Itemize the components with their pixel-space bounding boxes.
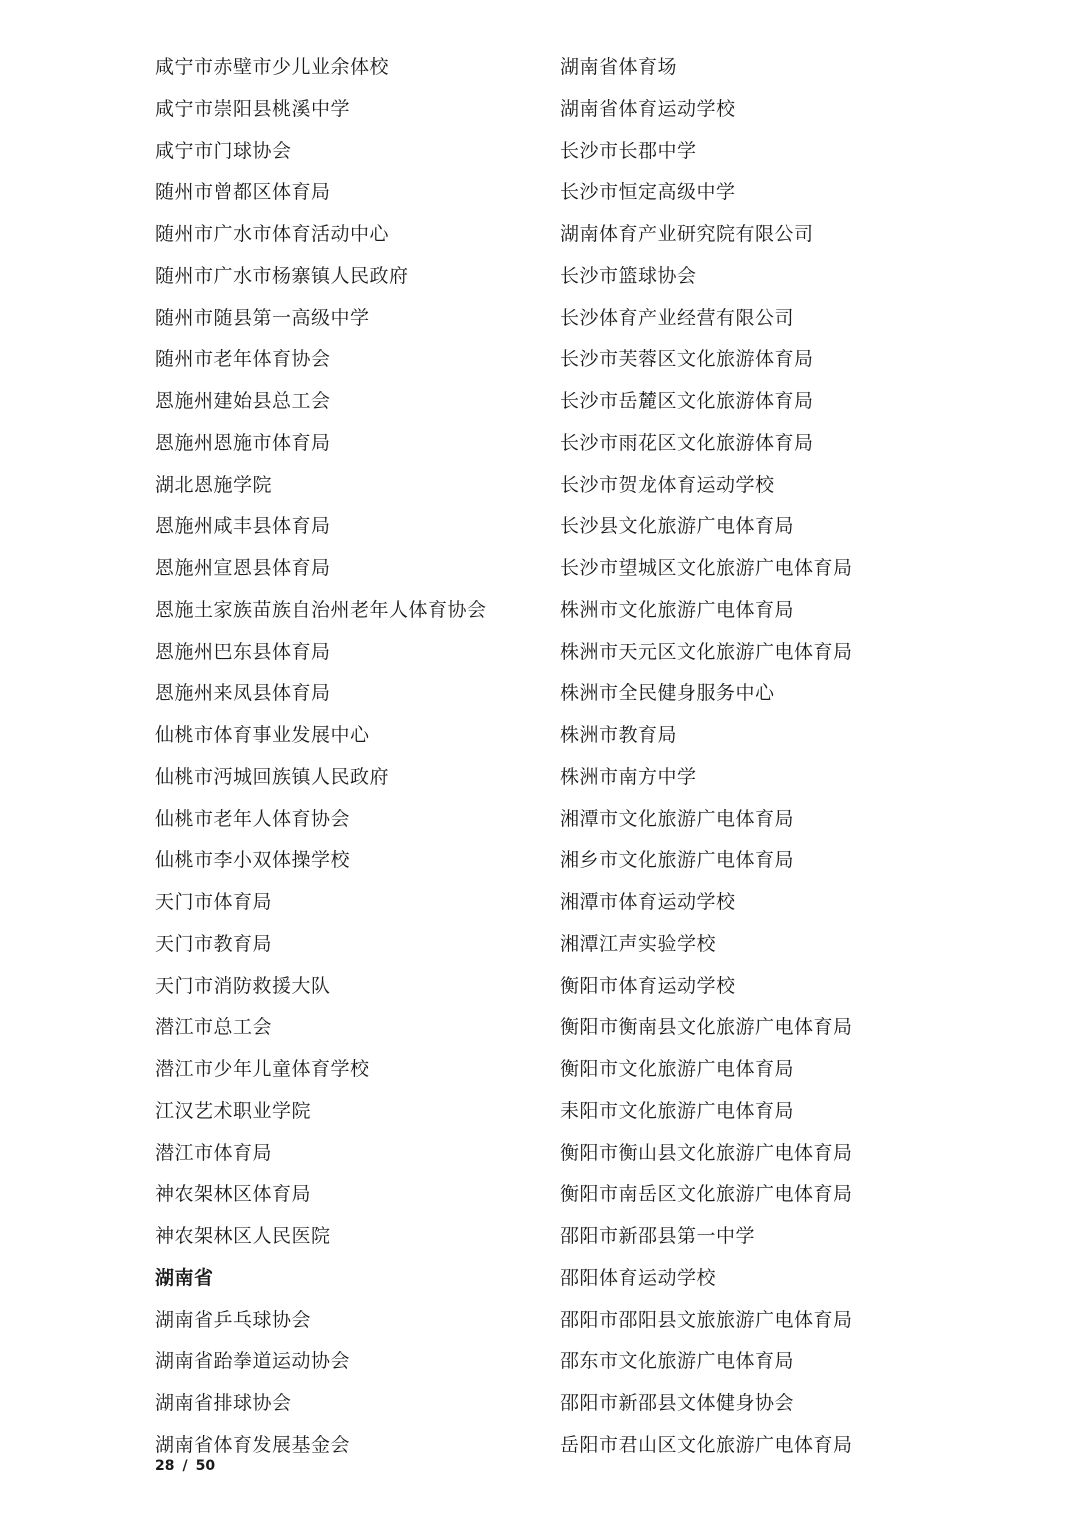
list-item: 仙桃市体育事业发展中心 <box>155 724 370 746</box>
list-item: 长沙体育产业经营有限公司 <box>560 306 795 329</box>
page-number <box>155 1458 215 1474</box>
list-item: 仙桃市沔城回族镇人民政府 <box>155 765 390 788</box>
list-item: 潜江市总工会 <box>155 1016 273 1039</box>
list-item: 邵阳体育运动学校 <box>560 1266 717 1289</box>
list-item: 恩施州恩施市体育局 <box>155 431 331 454</box>
list-item: 湖南体育产业研究院有限公司 <box>560 223 814 245</box>
list-item: 湘潭江声实验学校 <box>560 932 717 955</box>
list-item: 株洲市教育局 <box>560 724 678 746</box>
list-item: 恩施州建始县总工会 <box>155 390 331 412</box>
list-item: 咸宁市赤壁市少儿业余体校 <box>155 56 390 78</box>
list-item: 湖南省乒乓球协会 <box>155 1308 312 1331</box>
list-item: 耒阳市文化旅游广电体育局 <box>560 1099 795 1122</box>
list-item: 衡阳市体育运动学校 <box>560 974 736 997</box>
list-item: 随州市曾都区体育局 <box>155 181 331 204</box>
list-item: 随州市广水市杨寨镇人民政府 <box>155 264 409 287</box>
list-item: 神农架林区体育局 <box>155 1183 312 1206</box>
list-item: 湖北恩施学院 <box>155 473 273 496</box>
list-item: 咸宁市门球协会 <box>155 139 292 162</box>
list-item: 株洲市南方中学 <box>560 765 697 788</box>
list-item: 株洲市文化旅游广电体育局 <box>560 598 795 621</box>
list-item: 岳阳市君山区文化旅游广电体育局 <box>560 1433 853 1456</box>
list-item: 湖南省体育场 <box>560 56 678 78</box>
list-item: 随州市老年体育协会 <box>155 348 331 371</box>
list-item: 邵东市文化旅游广电体育局 <box>560 1350 795 1373</box>
list-item: 衡阳市衡南县文化旅游广电体育局 <box>560 1016 853 1039</box>
list-item: 衡阳市文化旅游广电体育局 <box>560 1058 795 1080</box>
list-item: 长沙市雨花区文化旅游体育局 <box>560 431 814 454</box>
list-item: 长沙市恒定高级中学 <box>560 181 736 204</box>
list-item: 恩施州巴东县体育局 <box>155 640 331 663</box>
current-page-number: 28 <box>155 1458 175 1474</box>
list-item: 恩施州咸丰县体育局 <box>155 515 331 538</box>
list-item: 长沙市岳麓区文化旅游体育局 <box>560 390 814 412</box>
list-item: 长沙市长郡中学 <box>560 139 697 162</box>
list-item: 长沙市望城区文化旅游广电体育局 <box>560 557 853 579</box>
list-item: 神农架林区人民医院 <box>155 1225 331 1247</box>
list-item: 衡阳市南岳区文化旅游广电体育局 <box>560 1183 853 1206</box>
section-heading: 湖南省 <box>155 1266 214 1289</box>
list-item: 湖南省跆拳道运动协会 <box>155 1350 351 1373</box>
list-item: 湘乡市文化旅游广电体育局 <box>560 849 795 872</box>
list-item: 邵阳市邵阳县文旅旅游广电体育局 <box>560 1308 853 1331</box>
list-item: 潜江市体育局 <box>155 1141 273 1164</box>
list-item: 邵阳市新邵县文体健身协会 <box>560 1392 795 1414</box>
list-item: 长沙县文化旅游广电体育局 <box>560 515 795 538</box>
list-item: 长沙市贺龙体育运动学校 <box>560 473 775 496</box>
list-item: 随州市广水市体育活动中心 <box>155 223 390 245</box>
list-item: 恩施州宣恩县体育局 <box>155 557 331 579</box>
list-item: 株洲市天元区文化旅游广电体育局 <box>560 640 853 663</box>
page-separator: / <box>182 1458 188 1474</box>
list-item: 江汉艺术职业学院 <box>155 1099 312 1122</box>
list-item: 天门市教育局 <box>155 932 273 955</box>
list-item: 衡阳市衡山县文化旅游广电体育局 <box>560 1141 853 1164</box>
list-item: 湖南省体育运动学校 <box>560 97 736 120</box>
list-item: 邵阳市新邵县第一中学 <box>560 1225 756 1247</box>
list-item: 恩施土家族苗族自治州老年人体育协会 <box>155 598 487 621</box>
list-item: 天门市体育局 <box>155 891 273 913</box>
list-item: 咸宁市崇阳县桃溪中学 <box>155 97 351 120</box>
list-item: 湖南省排球协会 <box>155 1392 292 1414</box>
list-item: 长沙市芙蓉区文化旅游体育局 <box>560 348 814 371</box>
list-item: 天门市消防救援大队 <box>155 974 331 997</box>
total-pages-number: 50 <box>195 1458 216 1474</box>
list-item: 长沙市篮球协会 <box>560 264 697 287</box>
list-item: 湖南省体育发展基金会 <box>155 1433 351 1456</box>
right-column-list <box>560 47 980 1467</box>
list-item: 随州市随县第一高级中学 <box>155 306 370 329</box>
list-item: 湘潭市体育运动学校 <box>560 891 736 913</box>
left-column-list <box>155 47 545 1467</box>
list-item: 恩施州来凤县体育局 <box>155 682 331 705</box>
list-item: 株洲市全民健身服务中心 <box>560 682 775 705</box>
list-item: 湘潭市文化旅游广电体育局 <box>560 807 795 830</box>
list-item: 潜江市少年儿童体育学校 <box>155 1058 370 1080</box>
list-item: 仙桃市李小双体操学校 <box>155 849 351 872</box>
list-item: 仙桃市老年人体育协会 <box>155 807 351 830</box>
